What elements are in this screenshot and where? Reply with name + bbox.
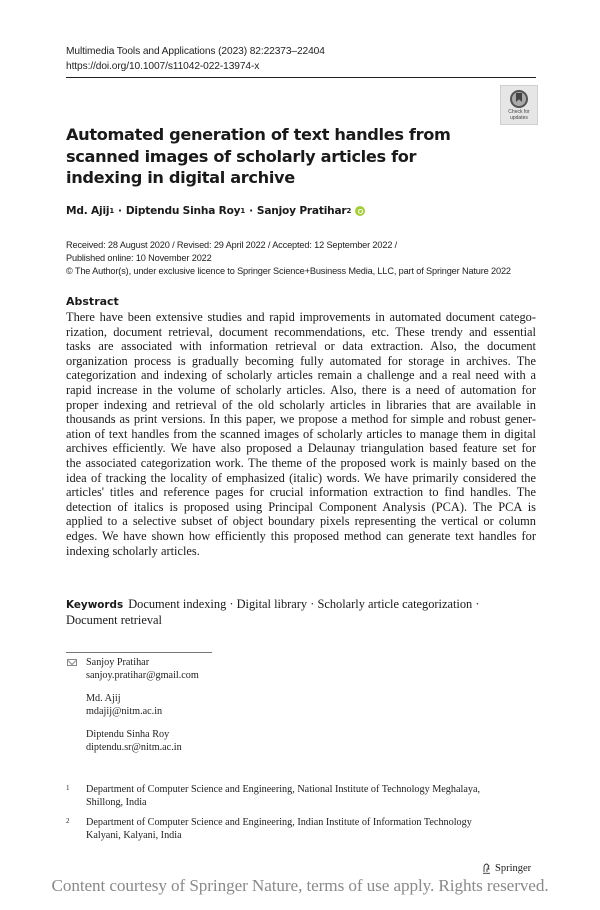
affiliation-line1: Department of Computer Science and Engineering, Indian Institute of Information Technology — [86, 817, 472, 828]
author-separator: · — [249, 205, 253, 217]
running-header — [66, 44, 536, 74]
contact-name: Sanjoy Pratihar — [86, 657, 150, 668]
springer-horse-icon — [482, 863, 491, 874]
abstract-body — [66, 310, 536, 558]
check-for-updates-line2: updates — [510, 114, 528, 121]
orcid-icon[interactable] — [355, 206, 365, 216]
contact-item — [86, 656, 199, 682]
author-separator: · — [118, 205, 122, 217]
abstract-line: thousands as print versions. In this paper, we propose a method for simple and robust gener- — [66, 412, 536, 427]
abstract-line: indexing scholarly articles. — [66, 543, 200, 558]
affiliation-number: 1 — [66, 784, 70, 792]
footnote-divider — [66, 652, 212, 653]
keywords-line2: Document retrieval — [66, 613, 162, 627]
publication-history — [66, 239, 546, 278]
contact-name: Diptendu Sinha Roy — [86, 729, 170, 740]
abstract-line: tasks are associated with information retrieval or data extraction. Also, the document — [66, 339, 536, 354]
header-divider — [66, 77, 536, 78]
keywords-label: Keywords — [66, 599, 124, 611]
abstract-line: archives efficiently. We have also proposed a Delaunay triangulation based feature set for — [66, 441, 536, 456]
published-online-date: Published online: 10 November 2022 — [66, 253, 212, 263]
author-list: Md. Ajij 1 · Diptendu Sinha Roy 1 · Sanjoy Pratihar 2 — [66, 205, 365, 217]
author-name[interactable]: Sanjoy Pratihar — [256, 205, 347, 217]
journal-citation: Multimedia Tools and Applications (2023) 82:22373–22404 — [66, 46, 325, 57]
abstract-line: There have been extensive studies and rapid improvements in automated document catego- — [66, 310, 536, 324]
contact-item — [86, 692, 199, 718]
article-title: Automated generation of text handles from scanned images of scholarly articles for indexing in digital archive — [66, 125, 451, 187]
abstract-line: rapid increase in the volume of scholarly articles. Also, there is a need of automation for — [66, 382, 536, 397]
copyright-notice: © The Author(s), under exclusive licence to Springer Science+Business Media, LLC, part of Springer Nature 2022 — [66, 266, 511, 276]
abstract-line: categorization and indexing of scholarly articles remain a challenge and a real need with a — [66, 368, 536, 383]
abstract-line: proper indexing and retrieval of the old scholarly articles in libraries that are available in — [66, 397, 536, 412]
abstract-line: the associated categorization work. The theme of the proposed work is mainly based on the — [66, 455, 536, 470]
contact-email[interactable]: diptendu.sr@nitm.ac.in — [86, 742, 182, 753]
abstract-heading: Abstract — [66, 295, 119, 308]
bookmark-icon — [510, 90, 528, 108]
abstract-line: applied to a selective subset of object boundary pixels representing the vertical or column — [66, 514, 536, 529]
affiliation-line2: Shillong, India — [86, 797, 147, 808]
contact-email[interactable]: mdajij@nitm.ac.in — [86, 706, 163, 717]
springer-wordmark: Springer — [495, 863, 532, 874]
keywords-section — [66, 597, 536, 628]
author-name[interactable]: Md. Ajij — [66, 205, 110, 217]
keywords-line1: Document indexing · Digital library · Scholarly article categorization · — [128, 597, 480, 611]
history-dates: Received: 28 August 2020 / Revised: 29 April 2022 / Accepted: 12 September 2022 / — [66, 240, 398, 250]
abstract-line: rization, document retrieval, document recommendations, etc. These trendy and essential — [66, 324, 536, 339]
affiliation-line1: Department of Computer Science and Engineering, National Institute of Technology Meghalaya, — [86, 784, 481, 795]
check-for-updates-line1: Check for — [508, 109, 530, 115]
springer-logo — [482, 863, 531, 874]
contact-item — [86, 728, 199, 754]
check-for-updates-label — [508, 110, 529, 121]
contact-name: Md. Ajij — [86, 693, 121, 704]
affiliation-item — [66, 783, 536, 809]
contact-email[interactable]: sanjoy.pratihar@gmail.com — [86, 670, 199, 681]
doi-link[interactable]: https://doi.org/10.1007/s11042-022-13974-x — [66, 61, 260, 72]
abstract-line: organization process is gradually becoming fully automated for storage in archives. The — [66, 353, 536, 368]
check-for-updates-badge[interactable] — [500, 85, 538, 125]
affiliation-item — [66, 816, 536, 842]
author-name[interactable]: Diptendu Sinha Roy — [125, 205, 241, 217]
abstract-line: ation of text handles from the scanned images of scholarly articles to manage them in digital — [66, 426, 536, 441]
abstract-line: articles' titles and reference pages for crucial information extraction to find handles. The — [66, 485, 536, 500]
rights-watermark: Content courtesy of Springer Nature, terms of use apply. Rights reserved. — [51, 876, 549, 895]
abstract-line: edges. We have shown how efficiently this proposed method can generate text handles for — [66, 528, 536, 543]
affiliation-list — [66, 783, 536, 849]
contact-list — [86, 656, 199, 764]
affiliation-line2: Kalyani, Kalyani, India — [86, 830, 182, 841]
envelope-icon — [67, 659, 77, 666]
affiliation-number: 2 — [66, 817, 70, 825]
abstract-line: idea of tracking the locality of emphasized (italic) words. We have primarily considered the — [66, 470, 536, 485]
abstract-line: detection of italics is proposed using Principal Component Analysis (PCA). The PCA is — [66, 499, 536, 514]
